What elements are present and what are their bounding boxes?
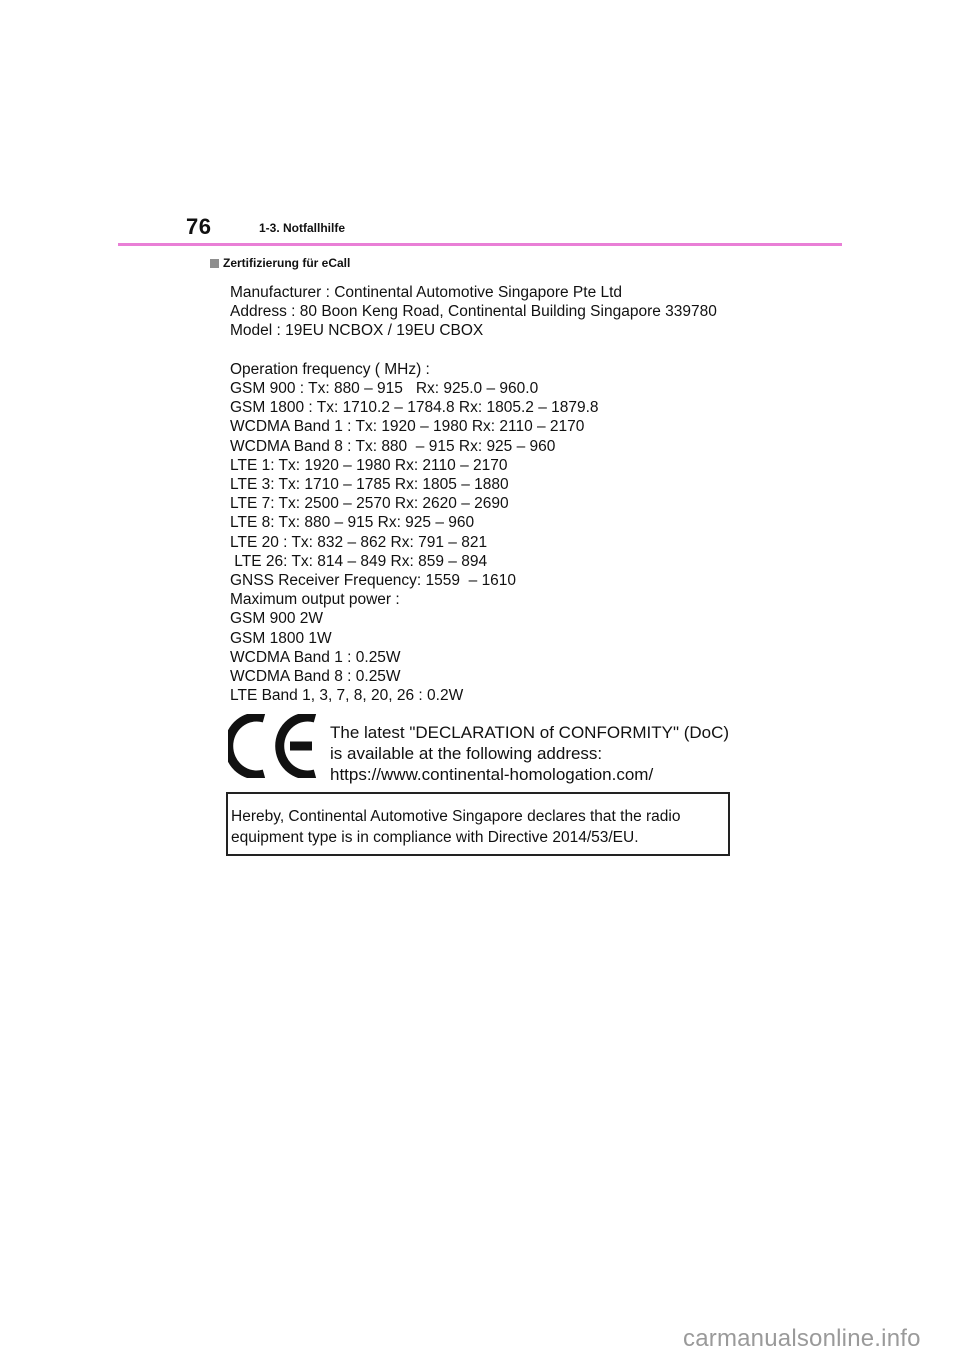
spec-line: LTE 8: Tx: 880 – 915 Rx: 925 – 960 xyxy=(230,514,475,532)
spec-line: GSM 1800 : Tx: 1710.2 – 1784.8 Rx: 1805.2 – 1879.8 xyxy=(230,399,599,417)
doc-info xyxy=(330,722,729,785)
spec-line: WCDMA Band 8 : Tx: 880 – 915 Rx: 925 – 960 xyxy=(230,437,556,455)
spec-line: LTE 26: Tx: 814 – 849 Rx: 859 – 894 xyxy=(230,552,488,570)
watermark: carmanualsonline.info xyxy=(683,1325,921,1352)
header-rule xyxy=(118,243,842,246)
subheading-text: Zertifizierung für eCall xyxy=(223,256,351,270)
spec-line xyxy=(230,341,717,360)
spec-block xyxy=(230,283,717,705)
spec-line: WCDMA Band 1 : 0.25W xyxy=(230,648,401,666)
declaration-line: Hereby, Continental Automotive Singapore declares that the radio xyxy=(231,808,681,825)
spec-line: WCDMA Band 8 : 0.25W xyxy=(230,668,401,686)
spec-line: Operation frequency ( MHz) : xyxy=(230,360,430,378)
spec-line: LTE Band 1, 3, 7, 8, 20, 26 : 0.2W xyxy=(230,687,464,705)
spec-line: LTE 1: Tx: 1920 – 1980 Rx: 2110 – 2170 xyxy=(230,456,508,474)
page-number: 76 xyxy=(186,214,212,239)
doc-line: is available at the following address: xyxy=(330,744,603,763)
spec-line: Manufacturer : Continental Automotive Singapore Pte Ltd xyxy=(230,284,623,301)
spec-line: Model : 19EU NCBOX / 19EU CBOX xyxy=(230,322,484,340)
ce-mark-c xyxy=(229,717,264,775)
subheading xyxy=(210,256,350,270)
declaration-box xyxy=(226,792,730,856)
spec-line: GSM 900 2W xyxy=(230,610,324,628)
ce-mark-icon xyxy=(228,714,320,778)
spec-line: Address : 80 Boon Keng Road, Continental Building Singapore 339780 xyxy=(230,303,717,321)
spec-line: LTE 7: Tx: 2500 – 2570 Rx: 2620 – 2690 xyxy=(230,495,509,513)
spec-line: GNSS Receiver Frequency: 1559 – 1610 xyxy=(230,572,517,590)
spec-line: GSM 1800 1W xyxy=(230,629,332,647)
spec-line: Maximum output power : xyxy=(230,591,400,609)
spec-line: GSM 900 : Tx: 880 – 915 Rx: 925.0 – 960.0 xyxy=(230,380,539,398)
spec-line: LTE 20 : Tx: 832 – 862 Rx: 791 – 821 xyxy=(230,533,488,551)
section-title: 1-3. Notfallhilfe xyxy=(259,221,346,235)
doc-line: The latest "DECLARATION of CONFORMITY" (DoC) xyxy=(330,723,730,742)
square-icon xyxy=(210,259,219,268)
spec-line: WCDMA Band 1 : Tx: 1920 – 1980 Rx: 2110 – 2170 xyxy=(230,418,585,436)
doc-line: https://www.continental-homologation.com/ xyxy=(330,765,654,784)
spec-line: LTE 3: Tx: 1710 – 1785 Rx: 1805 – 1880 xyxy=(230,476,509,494)
declaration-line: equipment type is in compliance with Directive 2014/53/EU. xyxy=(231,829,639,846)
